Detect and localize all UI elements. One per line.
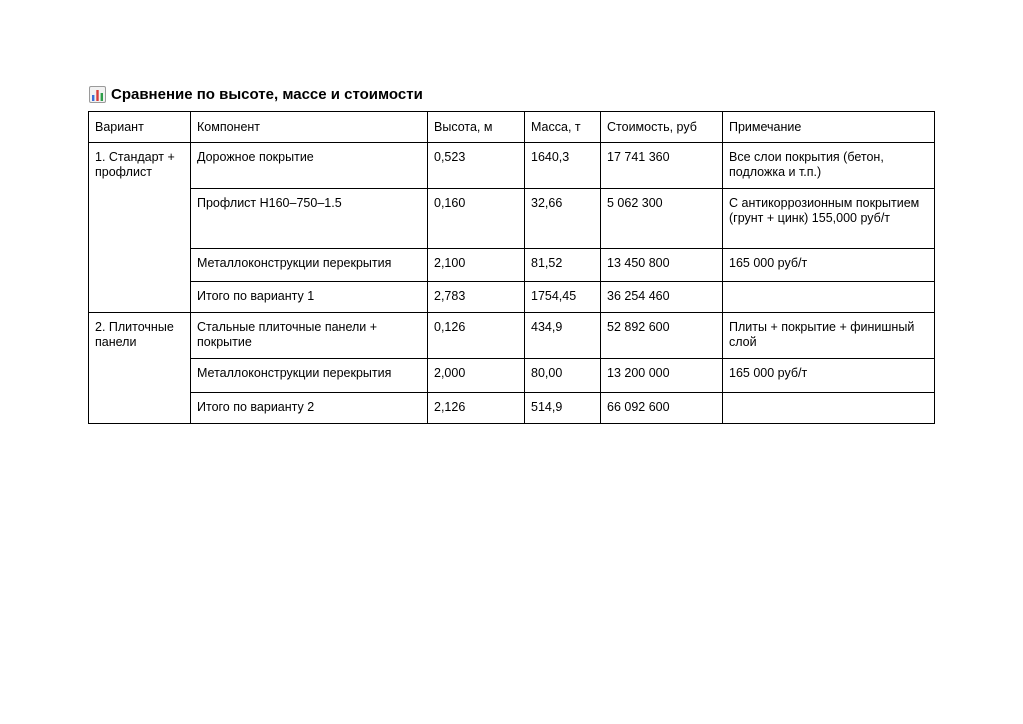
column-header-cost: Стоимость, руб <box>601 112 723 143</box>
note-cell: С антикоррозионным покрытием (грунт + цинк) 155,000 руб/т <box>723 188 935 248</box>
cost-cell: 5 062 300 <box>601 188 723 248</box>
height-cell: 2,000 <box>428 358 525 392</box>
cost-cell: 52 892 600 <box>601 312 723 358</box>
total-height-cell: 2,783 <box>428 281 525 312</box>
note-cell: 165 000 руб/т <box>723 248 935 281</box>
note-cell: Плиты + покрытие + финишный слой <box>723 312 935 358</box>
height-cell: 0,523 <box>428 142 525 188</box>
component-cell: Металлоконструкции перекрытия <box>191 248 428 281</box>
total-row <box>89 281 935 312</box>
height-cell: 0,160 <box>428 188 525 248</box>
total-note-cell <box>723 392 935 423</box>
column-header-mass: Масса, т <box>525 112 601 143</box>
mass-cell: 81,52 <box>525 248 601 281</box>
total-mass-cell: 514,9 <box>525 392 601 423</box>
cost-cell: 13 200 000 <box>601 358 723 392</box>
total-note-cell <box>723 281 935 312</box>
mass-cell: 32,66 <box>525 188 601 248</box>
mass-cell: 1640,3 <box>525 142 601 188</box>
column-header-note: Примечание <box>723 112 935 143</box>
total-cost-cell: 36 254 460 <box>601 281 723 312</box>
table-row <box>89 312 935 358</box>
component-cell: Стальные плиточные панели + покрытие <box>191 312 428 358</box>
height-cell: 2,100 <box>428 248 525 281</box>
column-header-variant: Вариант <box>89 112 191 143</box>
table-row <box>89 358 935 392</box>
cost-cell: 13 450 800 <box>601 248 723 281</box>
note-cell: 165 000 руб/т <box>723 358 935 392</box>
component-cell: Дорожное покрытие <box>191 142 428 188</box>
table-row <box>89 188 935 248</box>
component-cell: Профлист Н160–750–1.5 <box>191 188 428 248</box>
table-row <box>89 142 935 188</box>
bar-chart-icon <box>89 86 106 103</box>
column-header-height: Высота, м <box>428 112 525 143</box>
mass-cell: 80,00 <box>525 358 601 392</box>
height-cell: 0,126 <box>428 312 525 358</box>
column-header-component: Компонент <box>191 112 428 143</box>
table-header-row <box>89 112 935 143</box>
comparison-table <box>88 111 935 424</box>
mass-cell: 434,9 <box>525 312 601 358</box>
page-title-text: Сравнение по высоте, массе и стоимости <box>111 86 423 103</box>
total-row <box>89 392 935 423</box>
total-mass-cell: 1754,45 <box>525 281 601 312</box>
total-label-cell: Итого по варианту 1 <box>191 281 428 312</box>
component-cell: Металлоконструкции перекрытия <box>191 358 428 392</box>
note-cell: Все слои покрытия (бетон, подложка и т.п.) <box>723 142 935 188</box>
page-title <box>89 86 423 103</box>
variant-cell: 2. Плиточные панели <box>89 312 191 423</box>
total-cost-cell: 66 092 600 <box>601 392 723 423</box>
total-label-cell: Итого по варианту 2 <box>191 392 428 423</box>
cost-cell: 17 741 360 <box>601 142 723 188</box>
variant-cell: 1. Стандарт + профлист <box>89 142 191 312</box>
total-height-cell: 2,126 <box>428 392 525 423</box>
table-row <box>89 248 935 281</box>
